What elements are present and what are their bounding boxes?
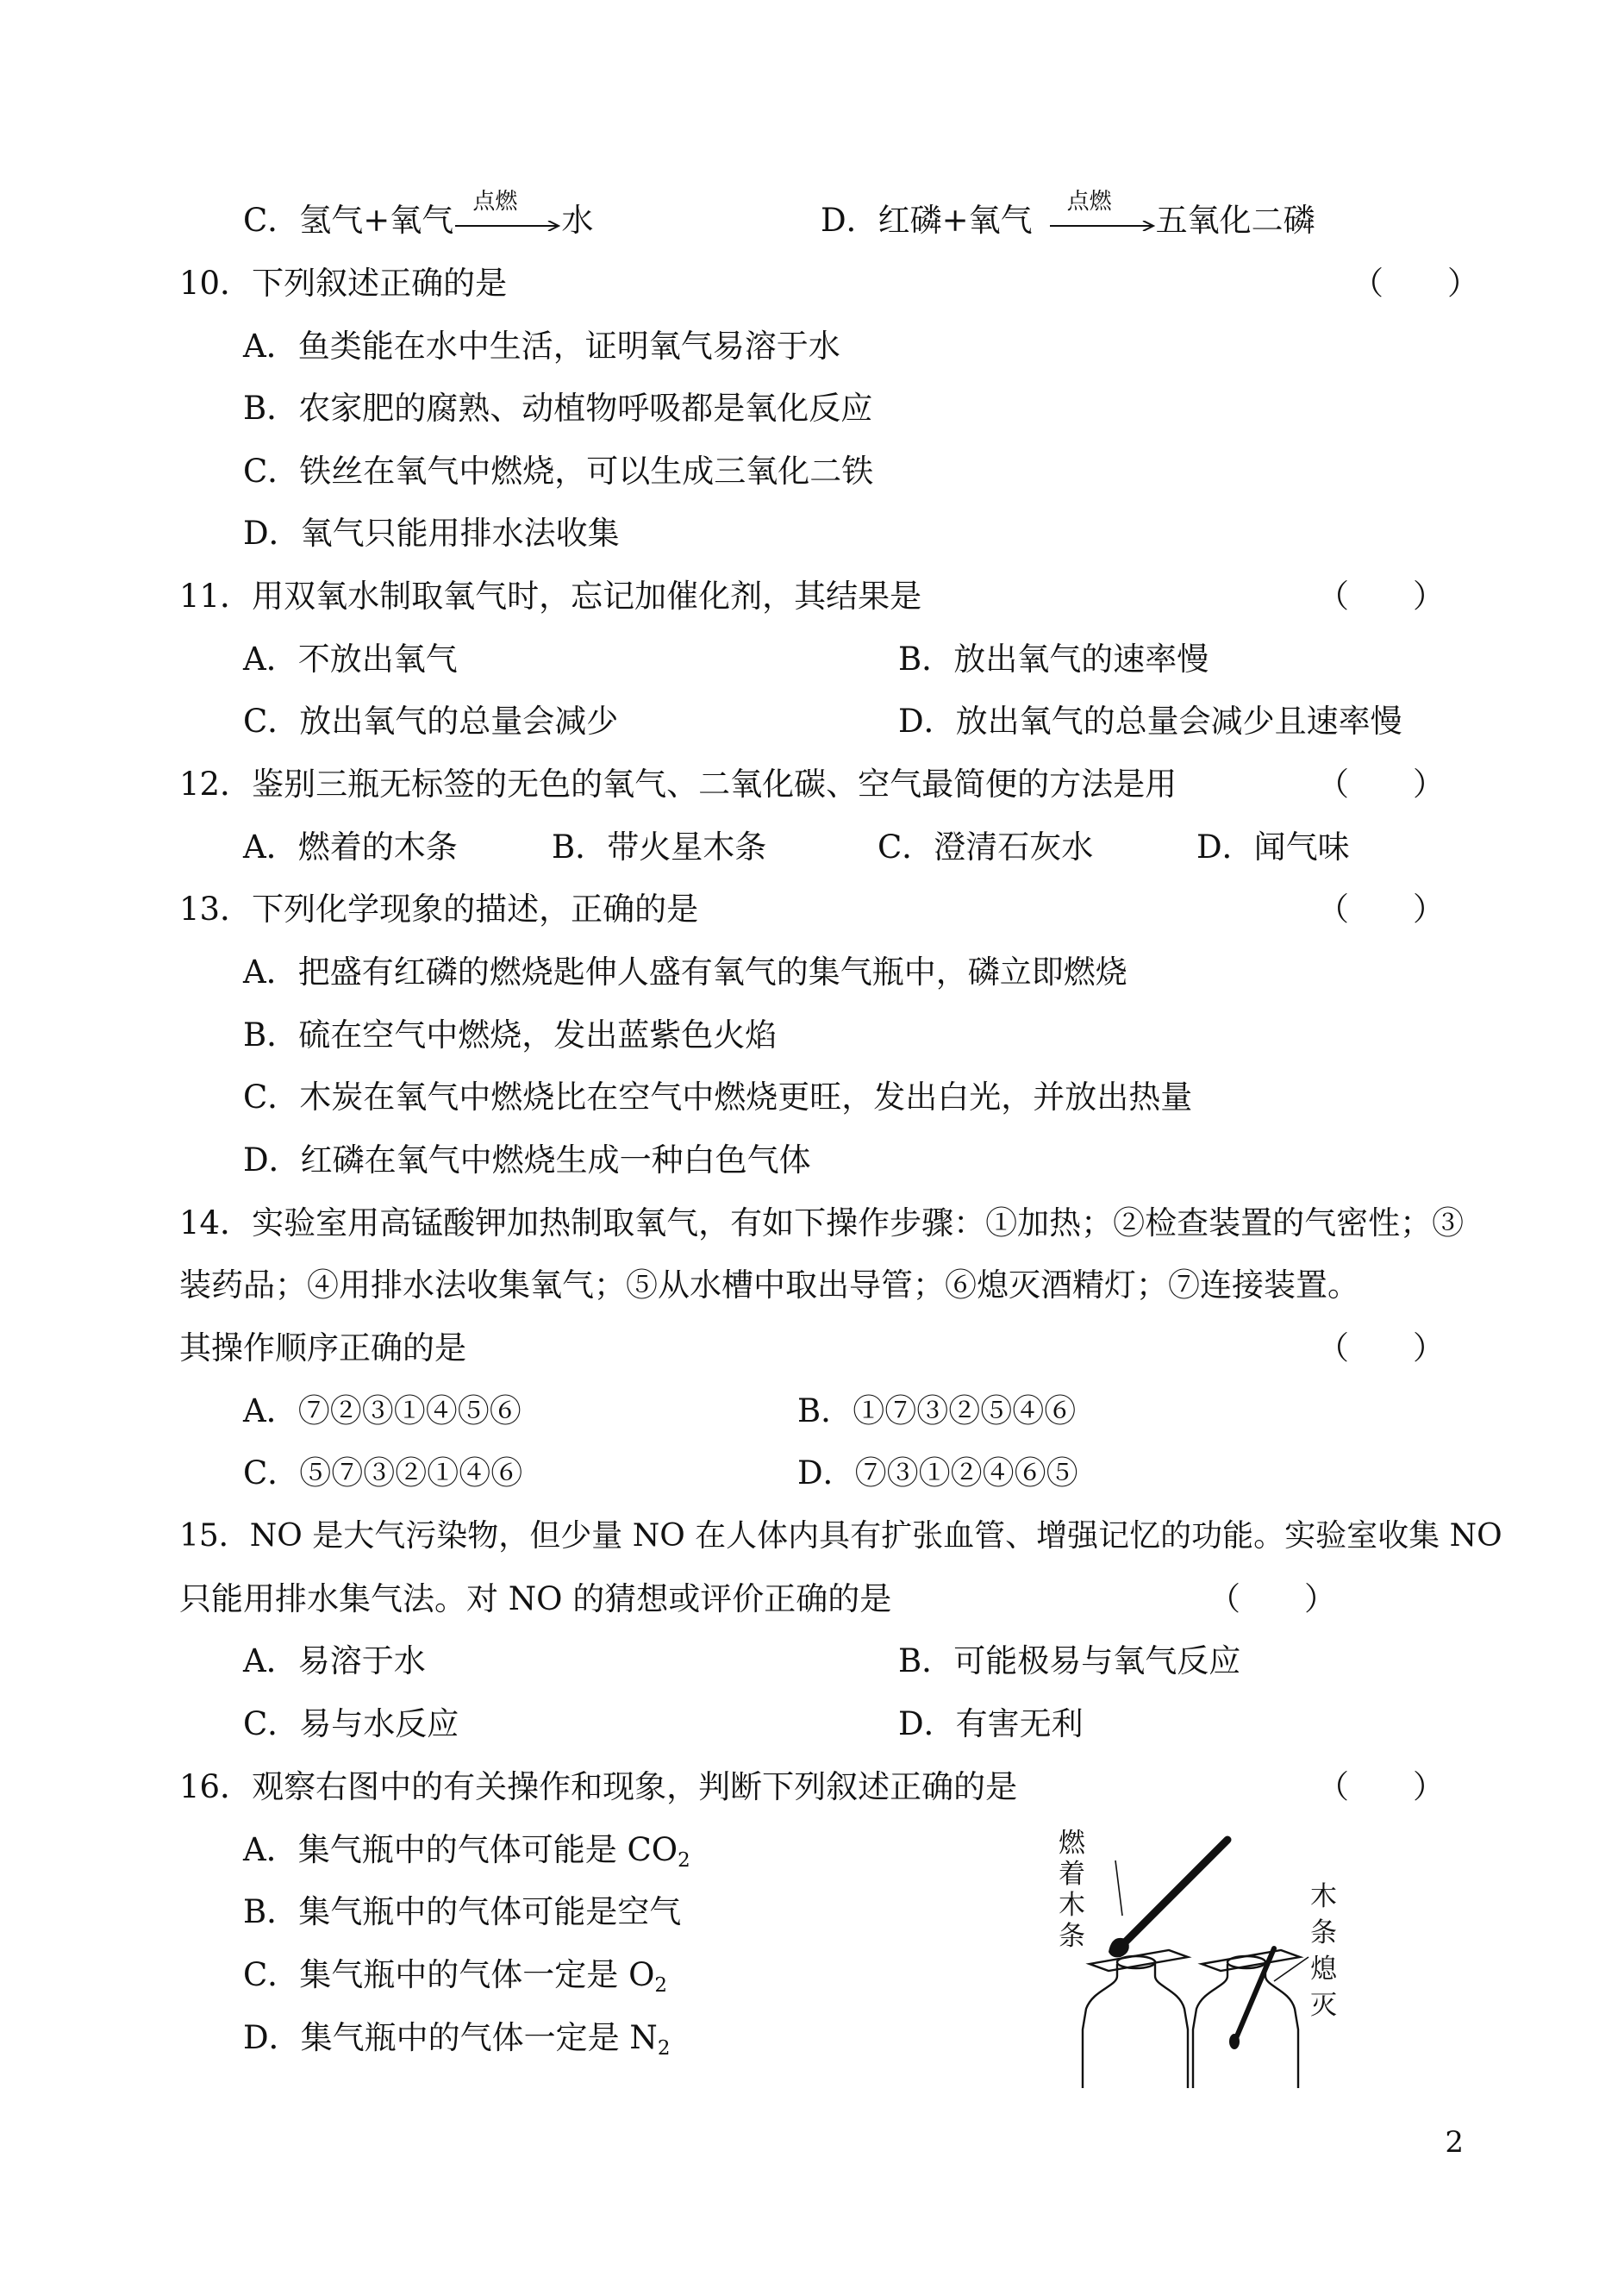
page-number: 2 [1445,2125,1464,2160]
option-c: C．铁丝在氧气中燃烧，可以生成三氧化二铁 [243,453,874,490]
option-a: A．把盛有红磷的燃烧匙伸人盛有氧气的集气瓶中，磷立即燃烧 [243,954,1127,991]
option-d: D．放出氧气的总量会减少且速率慢 [898,703,1402,740]
product-text: 五氧化二磷 [1155,202,1315,239]
answer-parentheses: （ ） [1317,766,1445,803]
option-c: C．放出氧气的总量会减少 [243,703,619,740]
burning-stick-label: 燃着木条 [1059,1828,1085,1952]
option-a: A．燃着的木条 [243,829,458,866]
subscript: 2 [657,2036,671,2060]
stick-out-label-3: 熄 [1310,1954,1337,1985]
answer-parentheses: （ ） [1317,578,1445,615]
option-a [243,1831,690,1879]
question-stem: 11．用双氧水制取氧气时，忘记加催化剂，其结果是 [179,578,922,615]
arrow-icon [453,221,561,231]
option-b: B．①⑦③②⑤④⑥ [797,1392,1077,1429]
question-stem: 10．下列叙述正确的是 [179,265,508,302]
option-d: D．闻气味 [1196,829,1350,866]
q9-option-c [243,189,594,240]
option-c: C．⑤⑦③②①④⑥ [243,1454,523,1491]
question-stem-line: 装药品；④用排水法收集氧气；⑤从水槽中取出导管；⑥熄灭酒精灯；⑦连接装置。 [179,1266,1359,1304]
option-b: B．农家肥的腐熟、动植物呼吸都是氧化反应 [243,390,873,427]
arrow-icon [1048,221,1156,231]
answer-parentheses: （ ） [1317,891,1445,928]
reactant-text: D．红磷+氧气 [821,202,1033,239]
answer-parentheses: （ ） [1317,1768,1445,1805]
reactant-text: C．氢气+氧气 [243,202,454,239]
option-d: D．⑦③①②④⑥⑤ [797,1454,1078,1491]
answer-parentheses: （ ） [1209,1580,1336,1617]
option-b: B．带火星木条 [552,829,767,866]
stick-out-label-1: 木 [1310,1881,1337,1912]
answer-parentheses: （ ） [1352,265,1479,302]
option-b: B．放出氧气的速率慢 [898,641,1209,678]
option-a: A．易溶于水 [243,1642,426,1679]
question-stem: 13．下列化学现象的描述，正确的是 [179,891,699,928]
option-b: B．集气瓶中的气体可能是空气 [243,1893,682,1930]
option-c: C．木炭在氧气中燃烧比在空气中燃烧更旺，发出白光，并放出热量 [243,1079,1193,1116]
condition-label: 点燃 [472,189,518,215]
question-stem: 16．观察右图中的有关操作和现象，判断下列叙述正确的是 [179,1768,1018,1805]
question-stem-line: 14．实验室用高锰酸钾加热制取氧气，有如下操作步骤：①加热；②检查装置的气密性；③ [179,1204,1465,1241]
question-stem: 12．鉴别三瓶无标签的无色的氧气、二氧化碳、空气最简便的方法是用 [179,766,1177,803]
question-stem-line: 只能用排水集气法。对 NO 的猜想或评价正确的是 [179,1580,892,1617]
option-text: D．集气瓶中的气体一定是 N [243,2019,658,2056]
option-b: B．硫在空气中燃烧，发出蓝紫色火焰 [243,1016,778,1054]
option-d: D．氧气只能用排水法收集 [243,515,620,552]
subscript: 2 [678,1848,690,1872]
option-c: C．澄清石灰水 [878,829,1094,866]
stick-out-label-2: 条 [1310,1917,1337,1948]
reaction-arrow [1048,189,1156,240]
option-a: A．不放出氧气 [243,641,458,678]
subscript: 2 [654,1973,667,1997]
gas-jar-drawing [1059,1804,1317,2088]
reaction-arrow [453,189,561,240]
condition-label: 点燃 [1066,189,1112,215]
option-c [243,1956,667,2004]
option-text: A．集气瓶中的气体可能是 CO [243,1831,678,1868]
option-a: A．鱼类能在水中生活，证明氧气易溶于水 [243,328,840,365]
option-d: D．有害无利 [898,1705,1084,1742]
stick-out-label-4: 灭 [1310,1990,1337,2021]
option-c: C．易与水反应 [243,1705,459,1742]
option-d: D．红磷在氧气中燃烧生成一种白色气体 [243,1141,811,1179]
option-text: C．集气瓶中的气体一定是 O [243,1956,655,1993]
option-b: B．可能极易与氧气反应 [898,1642,1241,1679]
q9-option-d [821,189,1315,240]
question-stem-line: 其操作顺序正确的是 [179,1329,466,1366]
answer-parentheses: （ ） [1317,1329,1445,1366]
product-text: 水 [561,202,594,239]
option-a: A．⑦②③①④⑤⑥ [243,1392,522,1429]
question-stem-line: 15．NO 是大气污染物，但少量 NO 在人体内具有扩张血管、增强记忆的功能。实验室收集 NO [179,1518,1502,1554]
option-d [243,2019,670,2067]
